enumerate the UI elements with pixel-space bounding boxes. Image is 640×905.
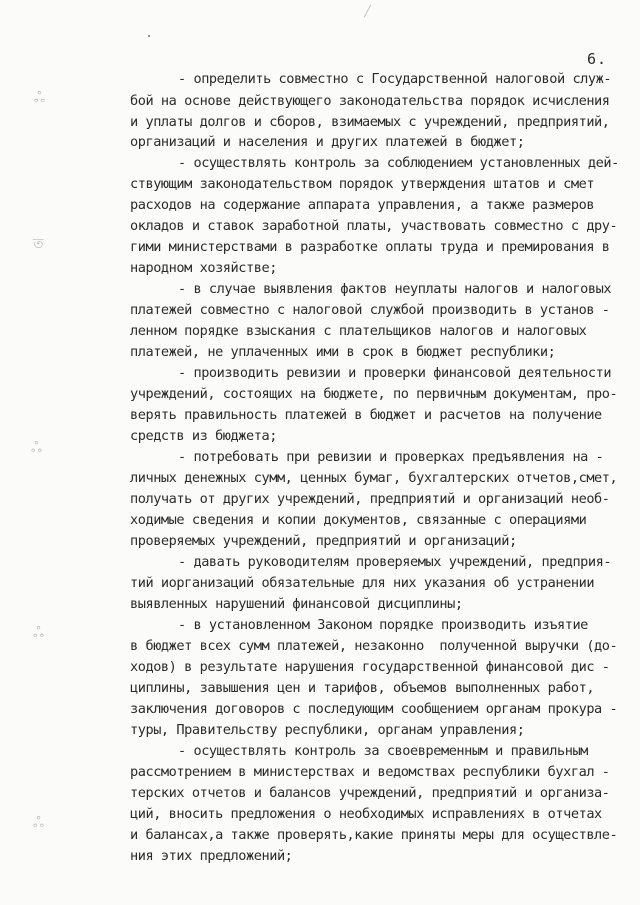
text-line: - осуществлять контроль за соблюдением установленных дей- [178,155,619,171]
text-line: - в случае выявления фактов неуплаты налогов и налоговых [178,281,612,297]
text-line: ствующим законодательством порядок утверждения штатов и смет [130,176,595,192]
binding-hole-mark: ஃ [34,90,45,106]
text-line: организаций и населения и других платежей в бюджет; [130,134,525,150]
text-line: тий иорганизаций обязательные для них указания об устранении [130,575,595,591]
text-line: - осуществлять контроль за своевременным и правильным [178,743,588,759]
text-line: и уплаты долгов и сборов, взимаемых с учреждений, предприятий, [130,114,610,130]
text-line: - в установленном Законом порядке производить изъятие [178,617,588,633]
text-line: циплины, завышения цен и тарифов, объемов выполненных работ, [130,680,595,696]
text-line: выявленных нарушений финансовой дисциплины; [130,596,463,612]
text-line: средств из бюджета; [130,428,277,444]
text-line: - давать руководителям проверяемых учреждений, предприя- [178,554,612,570]
text-line: в бюджет всех сумм платежей, незаконно полученной выручки (до- [130,638,618,654]
text-line: - определить совместно с Государственной налоговой служ- [178,71,612,87]
text-line: народном хозяйстве; [130,260,277,276]
binding-hole-mark: ஃ [33,625,44,641]
text-line: ленном порядке взыскания с плательщиков налогов и налоговых [130,323,587,339]
text-line: бой на основе действующего законодательства порядок исчисления [130,93,610,109]
page-number: 6. [587,50,608,68]
text-line: - потребовать при ревизии и проверках предъявления на - [178,449,604,465]
text-line: заключения договоров с последующим сообщением органам прокура - [130,701,618,717]
binding-hole-mark: ஃ [33,815,44,831]
text-line: ходов) в результате нарушения государственной финансовой дис - [130,659,610,675]
text-line: рассмотрением в министерствах и ведомствах республики бухгал - [130,764,610,780]
binding-hole-mark: ত [33,236,44,252]
text-line: платежей совместно с налоговой службой производить в установ - [130,302,610,318]
binding-hole-mark: ஃ [31,440,42,456]
text-line: ния этих предложений; [130,848,293,864]
text-line: получать от других учреждений, предприятий и организаций необ- [130,491,610,507]
text-line: личных денежных сумм, ценных бумаг, бухгалтерских отчетов,смет, [130,470,618,486]
text-line: туры, Правительству республики, органам управления; [130,722,525,738]
text-line: учреждений, состоящих на бюджете, по первичным документам, про- [130,386,618,402]
text-line: верять правильность платежей в бюджет и расчетов на получение [130,407,602,423]
text-line: ходимые сведения и копии документов, связанные с операциями [130,512,587,528]
scan-mark [364,5,371,18]
text-line: расходов на содержание аппарата управления, а также размеров [130,197,595,213]
scan-speck [148,35,150,37]
text-line: терских отчетов и балансов учреждений, предприятий и организа- [130,785,610,801]
text-line: и балансах,а также проверять,какие приняты меры для осуществле- [130,827,618,843]
text-line: ций, вносить предложения о необходимых исправлениях в отчетах [130,806,602,822]
text-line: окладов и ставок заработной платы, участвовать совместно с дру- [130,218,618,234]
text-line: платежей, не уплаченных ими в срок в бюджет республики; [130,344,556,360]
text-line: - производить ревизии и проверки финансовой деятельности [178,365,612,381]
text-line: гими министерствами в разработке оплаты труда и премирования в [130,239,610,255]
text-line: проверяемых учреждений, предприятий и организаций; [130,533,517,549]
